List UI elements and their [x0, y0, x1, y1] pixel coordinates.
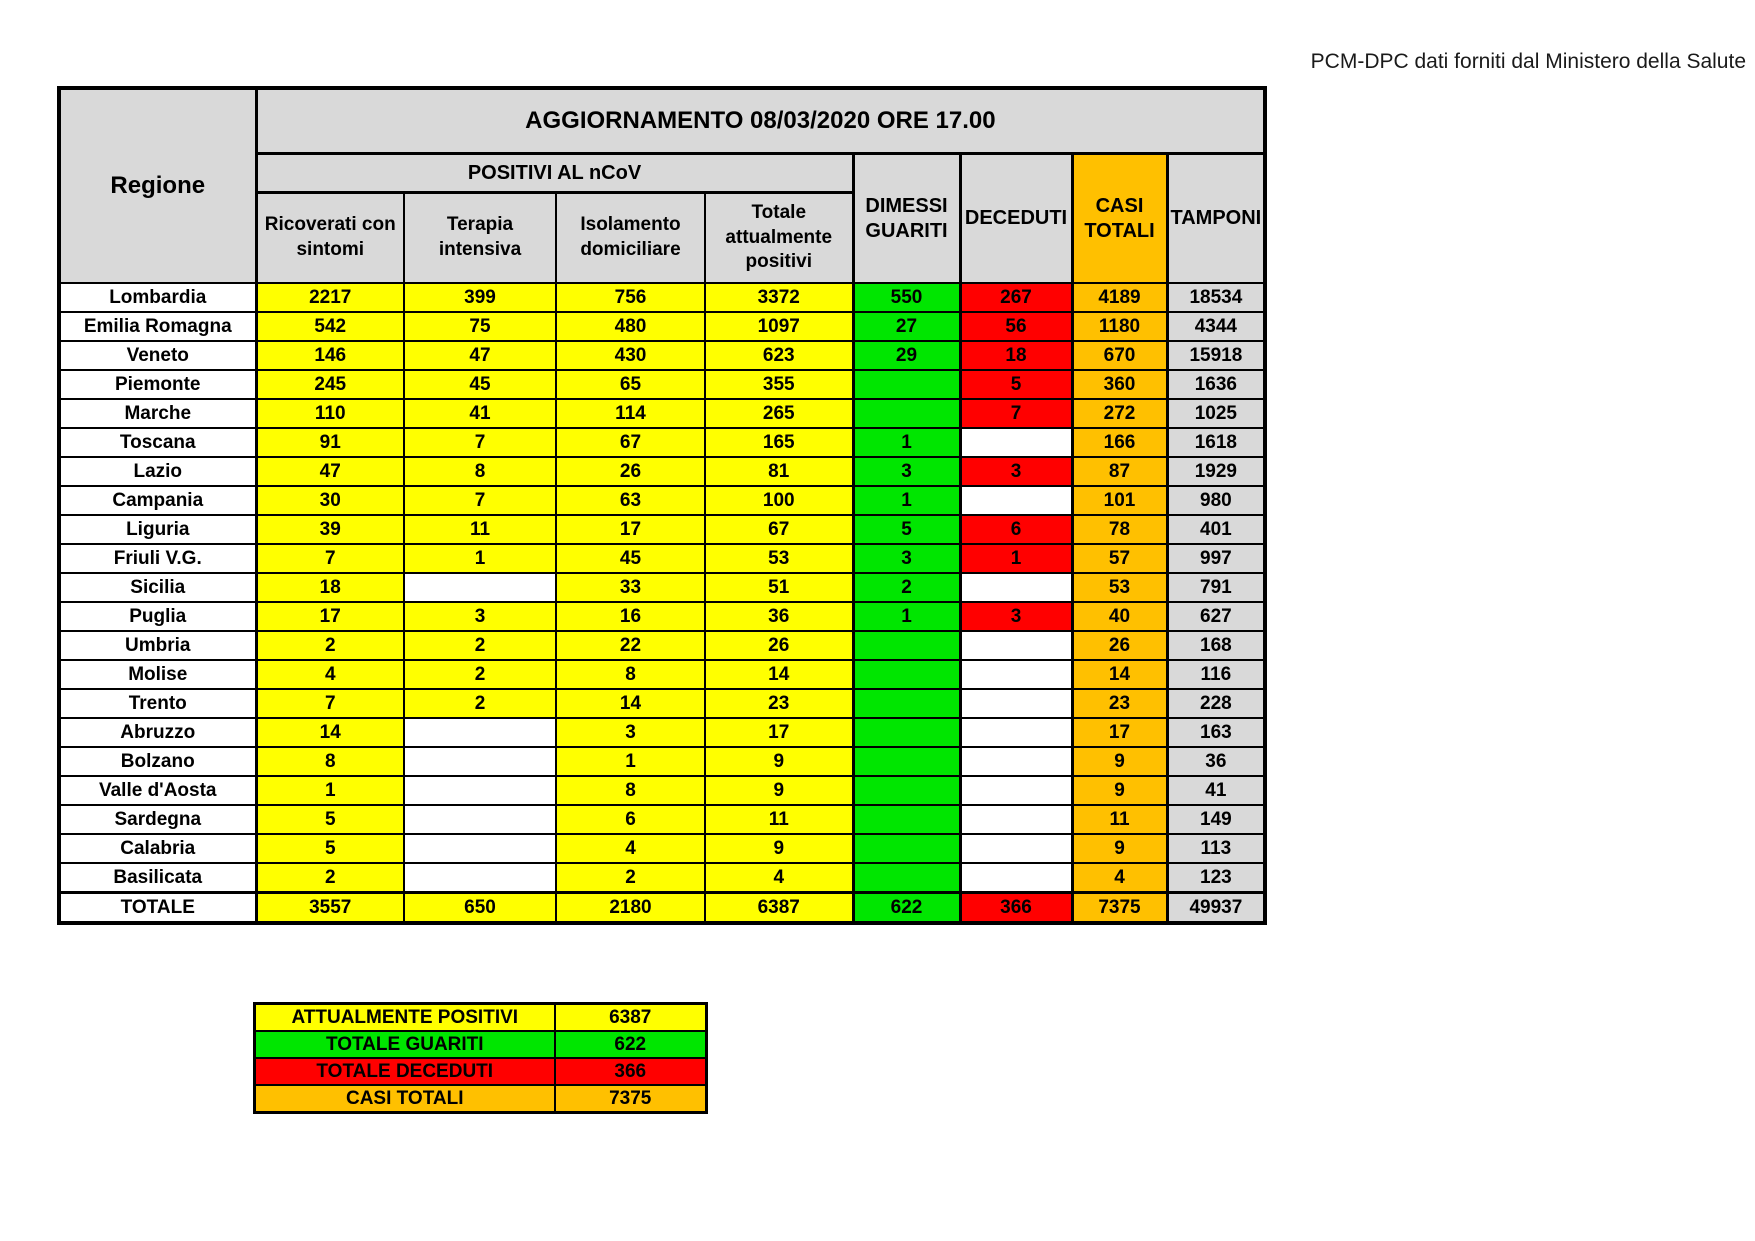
value-cell: 47 — [256, 457, 404, 486]
value-cell: 113 — [1167, 834, 1265, 863]
value-cell: 146 — [256, 341, 404, 370]
value-cell: 23 — [1072, 689, 1167, 718]
value-cell: 245 — [256, 370, 404, 399]
value-cell: 14 — [1072, 660, 1167, 689]
value-cell — [853, 776, 960, 805]
total-label: TOTALE — [59, 893, 256, 924]
summary-rows — [255, 1004, 707, 1113]
column-header-regione: Regione — [59, 88, 256, 283]
value-cell: 91 — [256, 428, 404, 457]
region-name: Emilia Romagna — [59, 312, 256, 341]
table-row — [59, 341, 1265, 370]
summary-label: ATTUALMENTE POSITIVI — [255, 1004, 555, 1032]
value-cell: 123 — [1167, 863, 1265, 893]
summary-row — [255, 1031, 707, 1058]
value-cell: 480 — [556, 312, 705, 341]
region-name: Calabria — [59, 834, 256, 863]
value-cell: 14 — [256, 718, 404, 747]
value-cell: 5 — [853, 515, 960, 544]
value-cell: 7 — [960, 399, 1072, 428]
value-cell: 9 — [1072, 747, 1167, 776]
value-cell: 9 — [705, 776, 853, 805]
value-cell: 5 — [256, 805, 404, 834]
column-header-isolamento: Isolamento domiciliare — [556, 193, 705, 284]
column-header-tamponi: TAMPONI — [1167, 154, 1265, 284]
value-cell: 15918 — [1167, 341, 1265, 370]
table-row — [59, 457, 1265, 486]
value-cell: 3 — [404, 602, 556, 631]
value-cell: 8 — [556, 660, 705, 689]
region-name: Bolzano — [59, 747, 256, 776]
value-cell: 1180 — [1072, 312, 1167, 341]
region-name: Valle d'Aosta — [59, 776, 256, 805]
value-cell: 14 — [705, 660, 853, 689]
value-cell: 1929 — [1167, 457, 1265, 486]
value-cell — [404, 718, 556, 747]
value-cell — [853, 805, 960, 834]
value-cell: 272 — [1072, 399, 1167, 428]
region-name: Lazio — [59, 457, 256, 486]
total-value-cell: 2180 — [556, 893, 705, 924]
region-rows — [59, 283, 1265, 893]
value-cell: 56 — [960, 312, 1072, 341]
value-cell: 110 — [256, 399, 404, 428]
value-cell: 81 — [705, 457, 853, 486]
summary-row — [255, 1004, 707, 1032]
value-cell: 9 — [705, 747, 853, 776]
value-cell: 114 — [556, 399, 705, 428]
value-cell: 4189 — [1072, 283, 1167, 312]
value-cell: 7 — [256, 689, 404, 718]
table-title: AGGIORNAMENTO 08/03/2020 ORE 17.00 — [256, 88, 1265, 154]
table-row — [59, 834, 1265, 863]
value-cell: 2 — [853, 573, 960, 602]
column-header-dimessi-guariti: DIMESSI GUARITI — [853, 154, 960, 284]
value-cell: 53 — [705, 544, 853, 573]
value-cell: 997 — [1167, 544, 1265, 573]
value-cell — [853, 863, 960, 893]
value-cell: 791 — [1167, 573, 1265, 602]
region-name: Marche — [59, 399, 256, 428]
table-row — [59, 428, 1265, 457]
value-cell: 11 — [705, 805, 853, 834]
value-cell: 267 — [960, 283, 1072, 312]
value-cell: 9 — [1072, 776, 1167, 805]
value-cell: 542 — [256, 312, 404, 341]
value-cell: 87 — [1072, 457, 1167, 486]
value-cell — [960, 776, 1072, 805]
value-cell — [960, 631, 1072, 660]
region-name: Toscana — [59, 428, 256, 457]
value-cell — [960, 747, 1072, 776]
value-cell: 1 — [256, 776, 404, 805]
value-cell: 51 — [705, 573, 853, 602]
source-note: PCM-DPC dati forniti dal Ministero della Salute — [1310, 50, 1746, 73]
table-row — [59, 602, 1265, 631]
value-cell — [853, 718, 960, 747]
table-row — [59, 515, 1265, 544]
table-row — [59, 312, 1265, 341]
value-cell: 3 — [853, 457, 960, 486]
value-cell: 2 — [404, 631, 556, 660]
value-cell: 168 — [1167, 631, 1265, 660]
value-cell: 67 — [705, 515, 853, 544]
value-cell — [404, 573, 556, 602]
region-name: Friuli V.G. — [59, 544, 256, 573]
value-cell: 65 — [556, 370, 705, 399]
value-cell: 29 — [853, 341, 960, 370]
value-cell: 670 — [1072, 341, 1167, 370]
total-value-cell: 3557 — [256, 893, 404, 924]
region-name: Liguria — [59, 515, 256, 544]
value-cell: 100 — [705, 486, 853, 515]
value-cell: 41 — [1167, 776, 1265, 805]
table-row — [59, 631, 1265, 660]
total-value-cell: 6387 — [705, 893, 853, 924]
value-cell — [960, 805, 1072, 834]
value-cell: 228 — [1167, 689, 1265, 718]
value-cell: 4 — [556, 834, 705, 863]
value-cell: 26 — [556, 457, 705, 486]
value-cell: 63 — [556, 486, 705, 515]
value-cell — [404, 805, 556, 834]
value-cell — [853, 631, 960, 660]
summary-row — [255, 1085, 707, 1113]
value-cell: 8 — [404, 457, 556, 486]
value-cell: 1 — [404, 544, 556, 573]
value-cell: 627 — [1167, 602, 1265, 631]
group-header-positivi: POSITIVI AL nCoV — [256, 154, 853, 193]
value-cell — [853, 747, 960, 776]
value-cell: 16 — [556, 602, 705, 631]
summary-value: 6387 — [555, 1004, 707, 1032]
value-cell: 1 — [960, 544, 1072, 573]
value-cell: 8 — [256, 747, 404, 776]
value-cell — [853, 834, 960, 863]
value-cell: 11 — [404, 515, 556, 544]
value-cell: 1 — [853, 486, 960, 515]
value-cell: 399 — [404, 283, 556, 312]
value-cell — [960, 486, 1072, 515]
value-cell: 401 — [1167, 515, 1265, 544]
value-cell: 430 — [556, 341, 705, 370]
value-cell: 9 — [1072, 834, 1167, 863]
value-cell — [960, 573, 1072, 602]
value-cell: 2 — [256, 631, 404, 660]
value-cell: 23 — [705, 689, 853, 718]
value-cell: 550 — [853, 283, 960, 312]
table-row — [59, 544, 1265, 573]
value-cell: 2 — [404, 689, 556, 718]
summary-label: TOTALE GUARITI — [255, 1031, 555, 1058]
value-cell: 11 — [1072, 805, 1167, 834]
value-cell: 2217 — [256, 283, 404, 312]
value-cell: 980 — [1167, 486, 1265, 515]
table-row — [59, 370, 1265, 399]
value-cell: 6 — [960, 515, 1072, 544]
total-value-cell: 49937 — [1167, 893, 1265, 924]
value-cell: 7 — [256, 544, 404, 573]
value-cell: 4 — [256, 660, 404, 689]
value-cell: 2 — [404, 660, 556, 689]
value-cell: 2 — [556, 863, 705, 893]
value-cell: 1 — [556, 747, 705, 776]
value-cell — [404, 776, 556, 805]
value-cell: 163 — [1167, 718, 1265, 747]
value-cell: 40 — [1072, 602, 1167, 631]
value-cell: 1618 — [1167, 428, 1265, 457]
value-cell: 26 — [705, 631, 853, 660]
value-cell: 9 — [705, 834, 853, 863]
column-header-terapia: Terapia intensiva — [404, 193, 556, 284]
value-cell: 355 — [705, 370, 853, 399]
value-cell — [960, 428, 1072, 457]
region-name: Trento — [59, 689, 256, 718]
total-value-cell: 366 — [960, 893, 1072, 924]
table-row — [59, 399, 1265, 428]
region-name: Lombardia — [59, 283, 256, 312]
table-row — [59, 863, 1265, 893]
value-cell: 265 — [705, 399, 853, 428]
value-cell: 18534 — [1167, 283, 1265, 312]
value-cell: 78 — [1072, 515, 1167, 544]
value-cell: 14 — [556, 689, 705, 718]
region-name: Veneto — [59, 341, 256, 370]
value-cell: 17 — [705, 718, 853, 747]
value-cell: 26 — [1072, 631, 1167, 660]
value-cell: 39 — [256, 515, 404, 544]
value-cell: 1 — [853, 602, 960, 631]
value-cell: 45 — [556, 544, 705, 573]
region-name: Umbria — [59, 631, 256, 660]
region-name: Campania — [59, 486, 256, 515]
value-cell: 7 — [404, 428, 556, 457]
value-cell — [960, 689, 1072, 718]
value-cell — [960, 718, 1072, 747]
table-row — [59, 718, 1265, 747]
table-row — [59, 283, 1265, 312]
summary-label: CASI TOTALI — [255, 1085, 555, 1113]
table-row — [59, 660, 1265, 689]
value-cell: 756 — [556, 283, 705, 312]
column-header-deceduti: DECEDUTI — [960, 154, 1072, 284]
value-cell: 53 — [1072, 573, 1167, 602]
value-cell: 41 — [404, 399, 556, 428]
value-cell: 3372 — [705, 283, 853, 312]
region-name: Sicilia — [59, 573, 256, 602]
value-cell: 18 — [256, 573, 404, 602]
value-cell: 36 — [705, 602, 853, 631]
value-cell: 17 — [256, 602, 404, 631]
value-cell: 3 — [556, 718, 705, 747]
value-cell: 22 — [556, 631, 705, 660]
value-cell: 101 — [1072, 486, 1167, 515]
covid-data-table — [57, 86, 1267, 925]
table-row — [59, 776, 1265, 805]
value-cell: 17 — [1072, 718, 1167, 747]
summary-value: 7375 — [555, 1085, 707, 1113]
summary-label: TOTALE DECEDUTI — [255, 1058, 555, 1085]
summary-value: 622 — [555, 1031, 707, 1058]
value-cell — [404, 747, 556, 776]
value-cell: 4 — [1072, 863, 1167, 893]
value-cell — [404, 834, 556, 863]
value-cell: 149 — [1167, 805, 1265, 834]
summary-value: 366 — [555, 1058, 707, 1085]
value-cell — [960, 863, 1072, 893]
value-cell: 36 — [1167, 747, 1265, 776]
value-cell: 3 — [960, 602, 1072, 631]
region-name: Basilicata — [59, 863, 256, 893]
total-value-cell: 650 — [404, 893, 556, 924]
value-cell: 45 — [404, 370, 556, 399]
value-cell: 1636 — [1167, 370, 1265, 399]
region-name: Molise — [59, 660, 256, 689]
value-cell: 1025 — [1167, 399, 1265, 428]
value-cell: 1097 — [705, 312, 853, 341]
value-cell: 4344 — [1167, 312, 1265, 341]
value-cell: 17 — [556, 515, 705, 544]
value-cell: 57 — [1072, 544, 1167, 573]
value-cell — [853, 399, 960, 428]
region-name: Abruzzo — [59, 718, 256, 747]
summary-row — [255, 1058, 707, 1085]
value-cell: 18 — [960, 341, 1072, 370]
value-cell — [404, 863, 556, 893]
region-name: Puglia — [59, 602, 256, 631]
table-row — [59, 486, 1265, 515]
value-cell — [853, 689, 960, 718]
value-cell: 47 — [404, 341, 556, 370]
value-cell — [960, 834, 1072, 863]
value-cell: 30 — [256, 486, 404, 515]
value-cell: 8 — [556, 776, 705, 805]
value-cell: 166 — [1072, 428, 1167, 457]
value-cell: 27 — [853, 312, 960, 341]
value-cell: 2 — [256, 863, 404, 893]
table-row — [59, 805, 1265, 834]
total-value-cell: 622 — [853, 893, 960, 924]
value-cell: 75 — [404, 312, 556, 341]
total-row-container — [59, 893, 1265, 924]
value-cell: 7 — [404, 486, 556, 515]
value-cell: 3 — [960, 457, 1072, 486]
value-cell — [960, 660, 1072, 689]
value-cell: 116 — [1167, 660, 1265, 689]
value-cell: 6 — [556, 805, 705, 834]
total-value-cell: 7375 — [1072, 893, 1167, 924]
table-row — [59, 747, 1265, 776]
value-cell: 1 — [853, 428, 960, 457]
value-cell: 5 — [256, 834, 404, 863]
value-cell: 5 — [960, 370, 1072, 399]
value-cell: 165 — [705, 428, 853, 457]
value-cell: 33 — [556, 573, 705, 602]
table-row — [59, 689, 1265, 718]
value-cell — [853, 660, 960, 689]
table-row — [59, 573, 1265, 602]
summary-table — [253, 1002, 708, 1114]
region-name: Piemonte — [59, 370, 256, 399]
value-cell: 360 — [1072, 370, 1167, 399]
value-cell: 4 — [705, 863, 853, 893]
value-cell: 623 — [705, 341, 853, 370]
column-header-ricoverati: Ricoverati con sintomi — [256, 193, 404, 284]
column-header-casi-totali: CASI TOTALI — [1072, 154, 1167, 284]
value-cell — [853, 370, 960, 399]
total-row — [59, 893, 1265, 924]
region-name: Sardegna — [59, 805, 256, 834]
value-cell: 67 — [556, 428, 705, 457]
column-header-totale-positivi: Totale attualmente positivi — [705, 193, 853, 284]
value-cell: 3 — [853, 544, 960, 573]
